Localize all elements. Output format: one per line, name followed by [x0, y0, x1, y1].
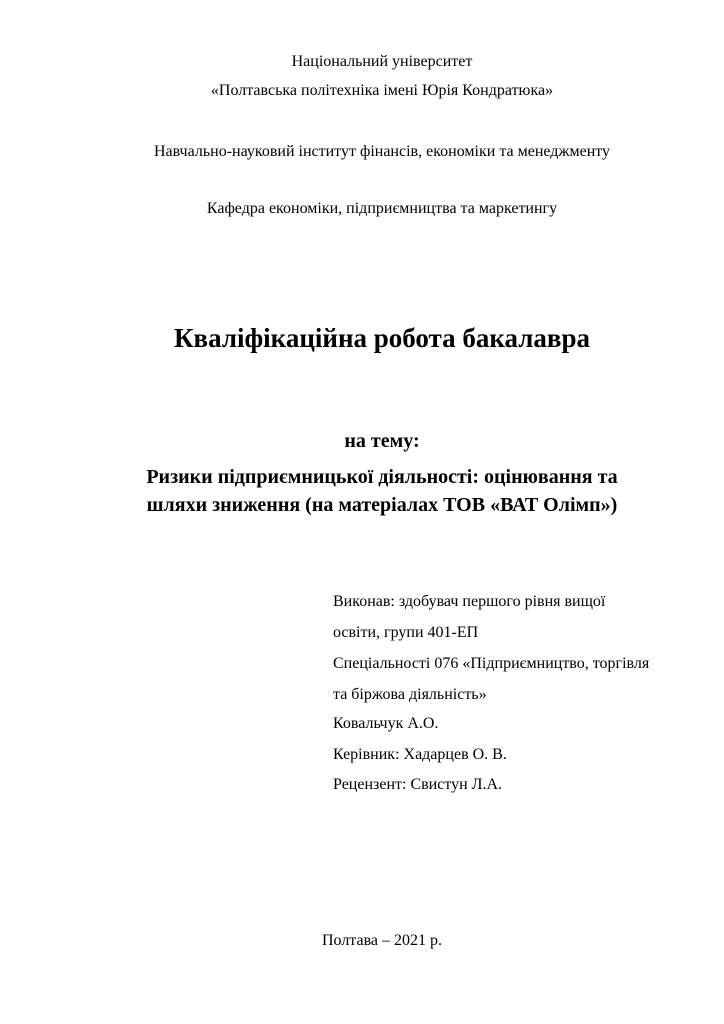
supervisor-line: Керівник: Хадарцев О. В. — [333, 746, 507, 763]
reviewer-line: Рецензент: Свистун Л.А. — [333, 776, 503, 793]
author-info-line: Виконав: здобувач першого рівня вищої — [333, 593, 606, 610]
topic-line-1: Ризики підприємницької діяльності: оцінювання та — [146, 466, 618, 488]
document-title: Кваліфікаційна робота бакалавра — [173, 323, 591, 353]
specialty-line-cont: та біржова діяльність» — [333, 686, 487, 703]
university-full-name: «Полтавська політехніка імені Юрія Кондратюка» — [210, 82, 554, 99]
specialty-line: Спеціальності 076 «Підприємництво, торгівля — [333, 655, 650, 672]
author-name: Ковальчук А.О. — [333, 715, 439, 732]
topic-line-2: шляхи зниження (на матеріалах ТОВ «ВАТ Олімп») — [146, 494, 618, 516]
institute-name: Навчально-науковий інститут фінансів, економіки та менеджменту — [153, 143, 611, 160]
author-group-line: освіти, групи 401-ЕП — [333, 624, 479, 641]
department-name: Кафедра економіки, підприємництва та маркетингу — [206, 200, 558, 217]
topic-label: на тему: — [344, 430, 420, 452]
city-year: Полтава – 2021 р. — [321, 932, 443, 949]
university-name: Національний університет — [291, 53, 473, 70]
